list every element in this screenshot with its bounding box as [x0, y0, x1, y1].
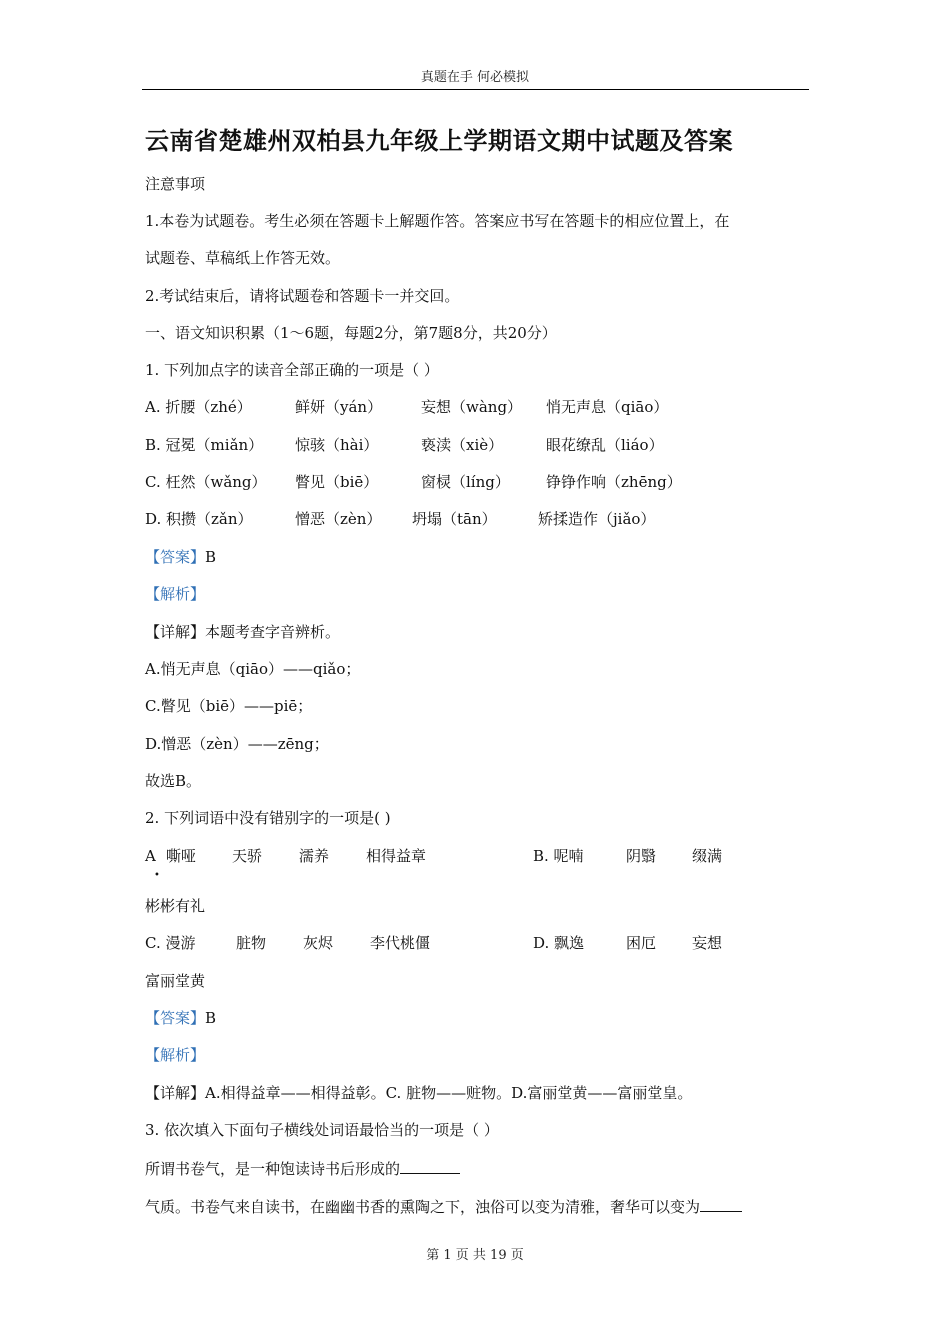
notice-item-2: 2.考试结束后，请将试题卷和答题卡一并交回。	[145, 287, 460, 305]
q2-option-c-2: 脏物	[236, 934, 267, 952]
q3-line-1	[145, 1157, 460, 1179]
header-divider	[142, 89, 809, 90]
q2-option-a-3: 濡养	[299, 847, 330, 865]
q1-option-c-4: 铮铮作响（zhēng）	[546, 473, 682, 491]
q1-detail-tag: 【详解】	[145, 623, 206, 641]
q1-option-c-2: 瞥见（biē）	[295, 473, 379, 491]
page-header: 真题在手 何必模拟	[420, 70, 530, 85]
q1-answer-value: B	[205, 548, 217, 566]
q2-answer-tag: 【答案】	[145, 1009, 206, 1027]
q2-option-c-4: 李代桃僵	[370, 934, 431, 952]
q1-detail-line-c: C.瞥见（biē）——piē；	[145, 697, 313, 715]
q2-option-d-continuation: 富丽堂黄	[145, 972, 206, 990]
emphasis-dot: •	[154, 870, 160, 881]
q1-option-a-1: A. 折腰（zhé）	[145, 398, 252, 416]
q1-option-b-3: 亵渎（xiè）	[421, 436, 504, 454]
q1-option-b-2: 惊骇（hài）	[295, 436, 379, 454]
q1-option-a-2: 鲜妍（yán）	[295, 398, 383, 416]
q3-stem: 3. 依次填入下面句子横线处词语最恰当的一项是（ ）	[145, 1121, 499, 1139]
page-footer: 第 1 页 共 19 页	[426, 1248, 524, 1263]
q1-answer	[145, 547, 216, 567]
q2-analysis-tag: 【解析】	[145, 1046, 206, 1064]
q1-conclusion: 故选B。	[145, 772, 202, 790]
q1-option-b-1: B. 冠冕（miǎn）	[145, 436, 264, 454]
fill-blank	[400, 1157, 460, 1174]
q1-option-a-4: 悄无声息（qiāo）	[546, 398, 669, 416]
q2-option-a-label: A	[145, 847, 156, 865]
section-1-heading: 一、语文知识积累（1～6题，每题2分，第7题8分，共20分）	[145, 324, 557, 342]
q1-option-d-2: 憎恶（zèn）	[295, 510, 382, 528]
notice-item-1-line-2: 试题卷、草稿纸上作答无效。	[145, 249, 341, 267]
notice-heading: 注意事项	[145, 175, 206, 193]
q2-option-d-1: D. 飘逸	[533, 934, 585, 952]
q3-line-2	[145, 1195, 742, 1217]
q1-detail	[145, 622, 340, 642]
q1-option-c-3: 窗棂（líng）	[421, 473, 510, 491]
q2-option-b-continuation: 彬彬有礼	[145, 897, 206, 915]
q2-option-c-1: C. 漫游	[145, 934, 196, 952]
q3-line-1-text: 所谓书卷气，是一种饱读诗书后形成的	[145, 1160, 401, 1178]
q1-detail-line-d: D.憎恶（zèn）——zēng；	[145, 735, 329, 753]
q2-option-b-3: 缀满	[692, 847, 723, 865]
q1-analysis-tag: 【解析】	[145, 585, 206, 603]
q2-stem: 2. 下列词语中没有错别字的一项是( )	[145, 809, 391, 827]
q1-option-b-4: 眼花缭乱（liáo）	[546, 436, 664, 454]
q2-detail	[145, 1083, 692, 1103]
q2-option-c-3: 灰烬	[303, 934, 334, 952]
q2-answer	[145, 1008, 216, 1028]
q1-detail-line-a: A.悄无声息（qiāo）——qiǎo；	[145, 660, 361, 678]
q2-option-b-1: B. 呢喃	[533, 847, 584, 865]
q1-detail-text: 本题考查字音辨析。	[205, 623, 341, 641]
q1-option-d-4: 矫揉造作（jiǎo）	[538, 510, 656, 528]
q1-option-c-1: C. 枉然（wǎng）	[145, 473, 267, 491]
q2-detail-tag: 【详解】	[145, 1084, 206, 1102]
q2-option-a-2: 天骄	[232, 847, 263, 865]
notice-item-1-line-1: 1.本卷为试题卷。考生必须在答题卡上解题作答。答案应书写在答题卡的相应位置上，在	[145, 212, 730, 230]
q1-option-d-1: D. 积攒（zǎn）	[145, 510, 253, 528]
q2-answer-value: B	[205, 1009, 217, 1027]
q3-line-2-text: 气质。书卷气来自读书，在幽幽书香的熏陶之下，浊俗可以变为清雅，奢华可以变为	[145, 1198, 701, 1216]
q2-option-a-1: 嘶哑	[166, 847, 197, 865]
q2-option-a-4: 相得益章	[366, 847, 427, 865]
q1-answer-tag: 【答案】	[145, 548, 206, 566]
q1-stem: 1. 下列加点字的读音全部正确的一项是（ ）	[145, 361, 439, 379]
document-title: 云南省楚雄州双柏县九年级上学期语文期中试题及答案	[145, 127, 733, 155]
q1-option-d-3: 坍塌（tān）	[412, 510, 497, 528]
q2-option-d-2: 困厄	[626, 934, 657, 952]
fill-blank	[700, 1195, 742, 1212]
q2-option-b-2: 阴翳	[626, 847, 657, 865]
q2-option-d-3: 妄想	[692, 934, 723, 952]
q1-option-a-3: 妄想（wàng）	[421, 398, 523, 416]
q2-detail-text: A.相得益章——相得益彰。C. 脏物——赃物。D.富丽堂黄——富丽堂皇。	[205, 1084, 693, 1102]
